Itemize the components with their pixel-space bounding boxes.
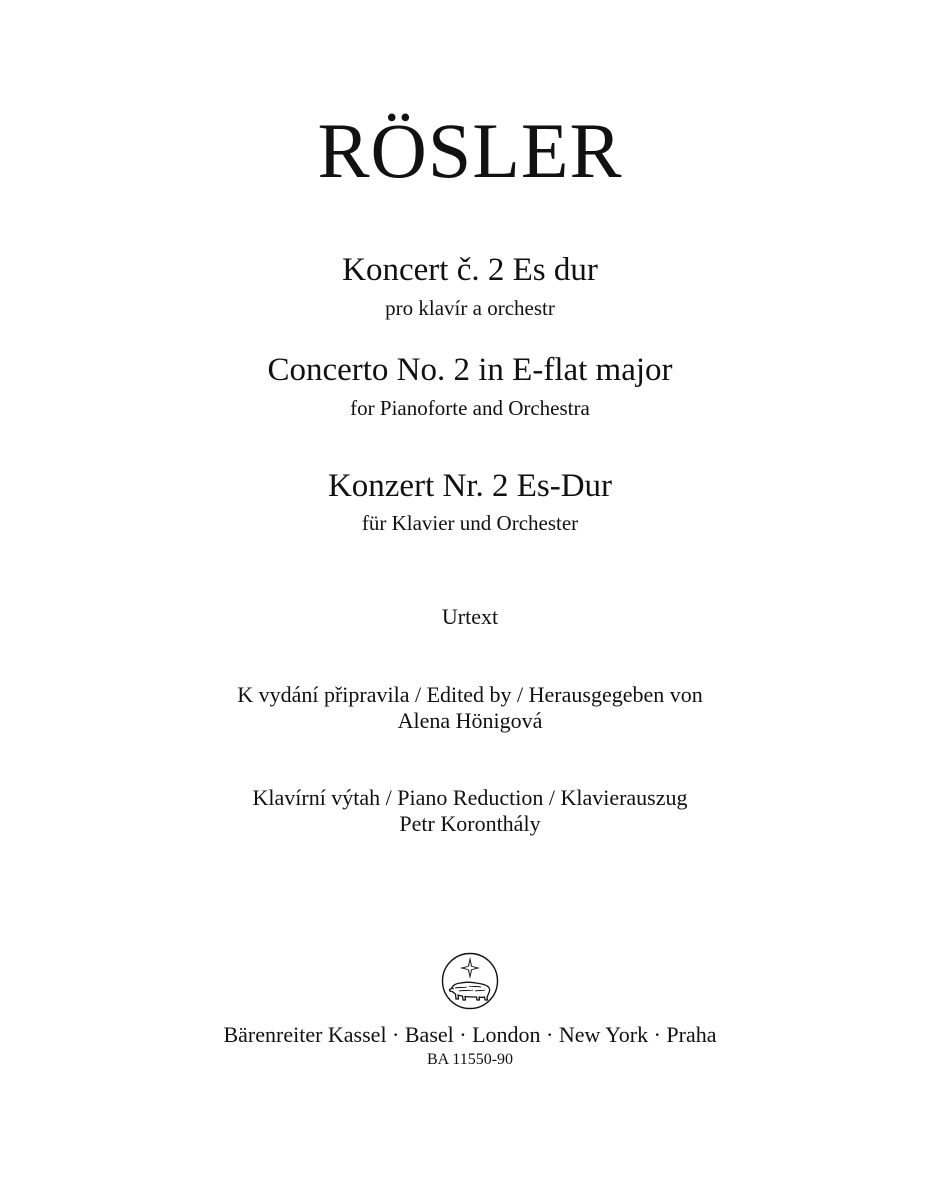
publisher-cities: Bärenreiter Kassel · Basel · London · New York · Praha — [223, 1022, 717, 1047]
title-czech: Koncert č. 2 Es dur — [342, 252, 598, 288]
subtitle-english: for Pianoforte and Orchestra — [350, 396, 590, 420]
composer-name: RÖSLER — [317, 107, 623, 194]
title-german: Konzert Nr. 2 Es-Dur — [327, 468, 613, 504]
subtitle-german: für Klavier und Orchester — [361, 511, 579, 535]
editor-label: K vydání připravila / Edited by / Herausgegeben von — [237, 682, 703, 707]
baerenreiter-bear-logo-icon — [441, 952, 499, 1010]
subtitle-czech: pro klavír a orchestr — [385, 296, 555, 320]
reduction-label: Klavírní výtah / Piano Reduction / Klavierauszug — [252, 785, 688, 810]
catalog-number: BA 11550-90 — [426, 1051, 514, 1068]
urtext-label: Urtext — [441, 604, 499, 629]
editor-name: Alena Hönigová — [397, 708, 543, 733]
reduction-name: Petr Koronthály — [399, 811, 541, 836]
title-english: Concerto No. 2 in E-flat major — [267, 352, 673, 388]
